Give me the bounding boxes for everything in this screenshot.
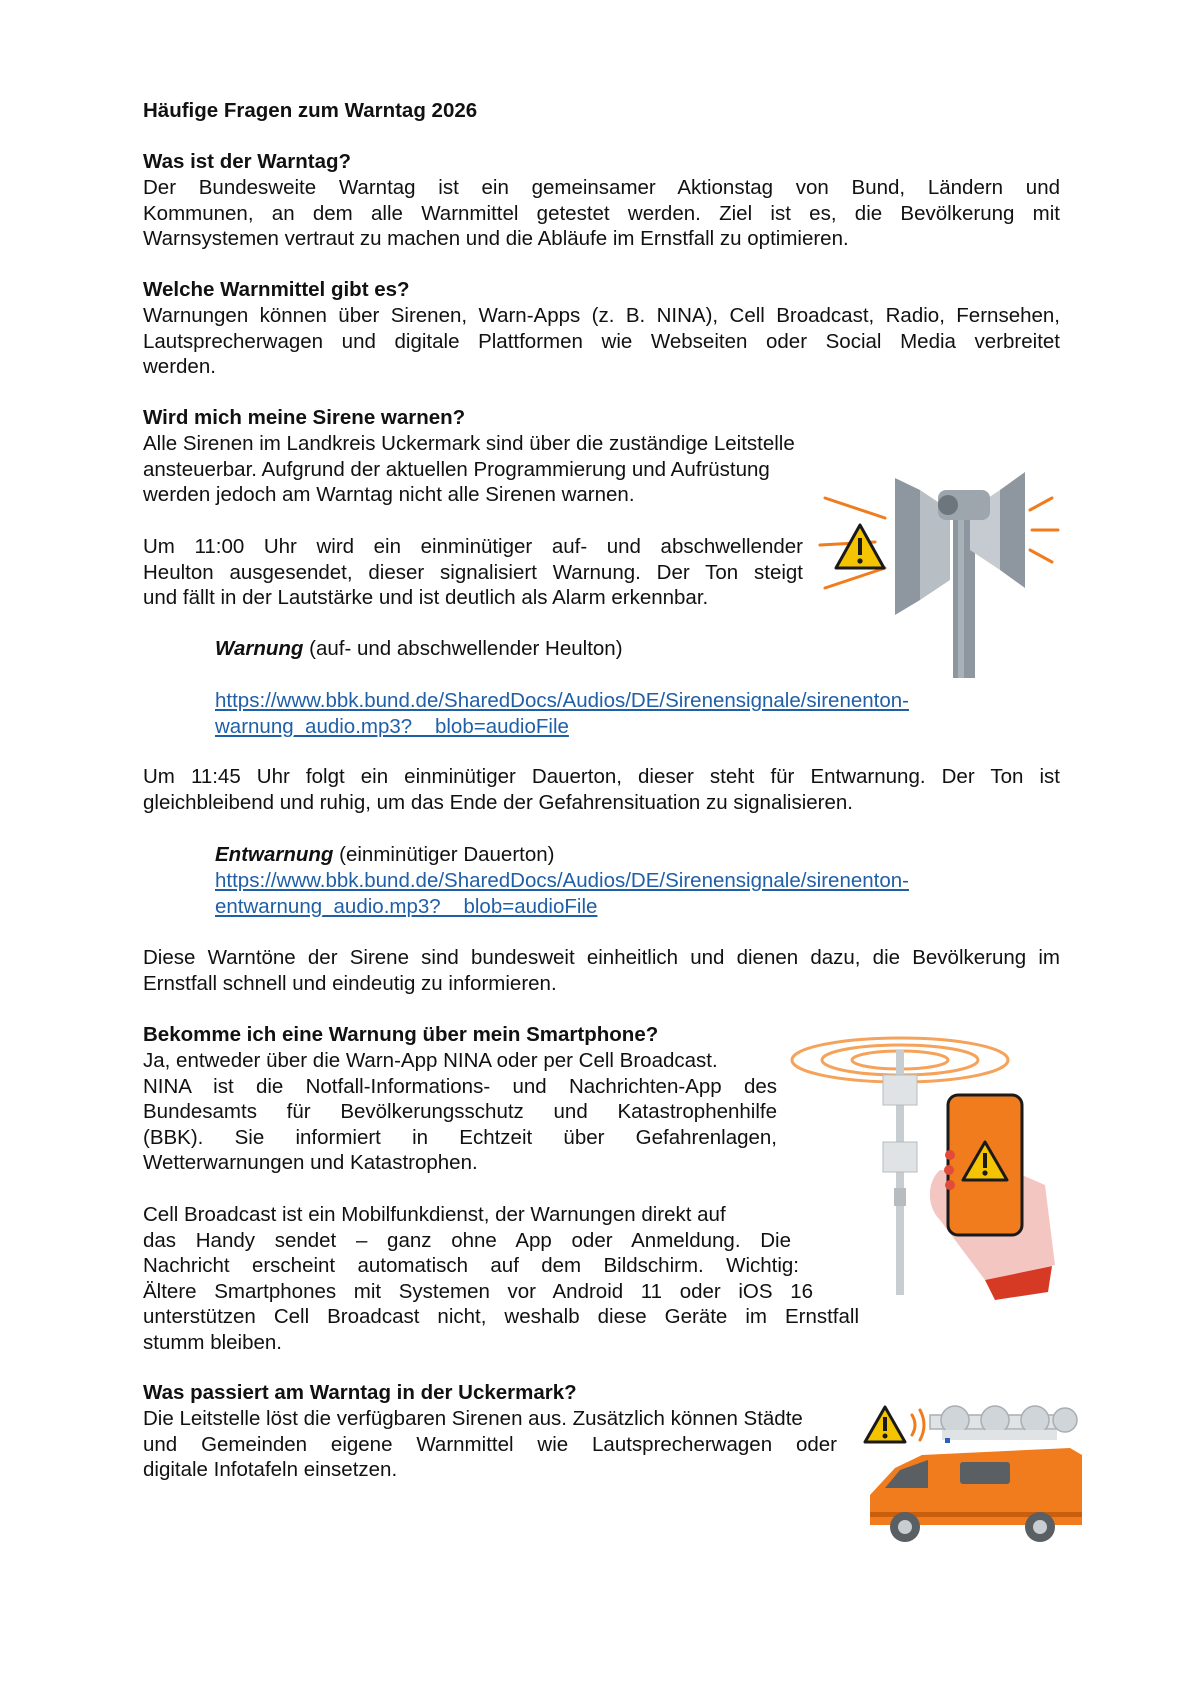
text-line: Lautsprecherwagen und digitale Plattformen wie Webseiten oder Social Media verbreitet	[143, 329, 1060, 353]
link-line[interactable]: entwarnung_audio.mp3?__blob=audioFile	[215, 894, 598, 918]
warning-icon	[836, 525, 884, 568]
heading-uckermark: Was passiert am Warntag in der Uckermark?	[143, 1381, 577, 1404]
text-line: Ältere Smartphones mit Systemen vor Android 11 oder iOS 16	[143, 1279, 813, 1303]
paragraph-warntag	[143, 175, 1060, 252]
text-line: Der Bundesweite Warntag ist ein gemeinsamer Aktionstag von Bund, Ländern und	[143, 176, 1060, 199]
text-line: Diese Warntöne der Sirene sind bundesweit einheitlich und dienen dazu, die Bevölkerung im	[143, 946, 1060, 969]
heading-sirene: Wird mich meine Sirene warnen?	[143, 406, 466, 429]
paragraph-smartphone-2	[143, 1202, 859, 1355]
text-line: Alle Sirenen im Landkreis Uckermark sind über die zuständige Leitstelle	[143, 432, 795, 455]
text-line: stumm bleiben.	[143, 1330, 283, 1354]
paragraph-warnmittel	[143, 303, 1060, 380]
sound-waves	[912, 1410, 924, 1440]
paragraph-sirene-4	[143, 945, 1060, 996]
warnung-description: (auf- und abschwellender Heulton)	[303, 637, 623, 660]
text-line: werden.	[143, 355, 216, 378]
paragraph-sirene-3	[143, 764, 1060, 815]
heading-warnmittel: Welche Warnmittel gibt es?	[143, 278, 410, 301]
entwarnung-audio-link[interactable]	[215, 868, 909, 919]
text-line: unterstützen Cell Broadcast nicht, weshalb diese Geräte im Ernstfall	[143, 1305, 859, 1328]
warnung-label-line	[215, 636, 623, 662]
link-line[interactable]: https://www.bbk.bund.de/SharedDocs/Audios/DE/Sirenensignale/sirenenton-	[215, 869, 909, 892]
text-line: Nachricht erscheint automatisch auf dem Bildschirm. Wichtig:	[143, 1254, 799, 1277]
text-line: Die Leitstelle löst die verfügbaren Sirenen aus. Zusätzlich können Städte	[143, 1407, 803, 1430]
text-line: (BBK). Sie informiert in Echtzeit über Gefahrenlagen,	[143, 1125, 777, 1149]
entwarnung-label-line	[215, 842, 554, 868]
text-line: und fällt in der Lautstärke und ist deutlich als Alarm erkennbar.	[143, 586, 709, 609]
heading-smartphone: Bekomme ich eine Warnung über mein Smartphone?	[143, 1023, 659, 1046]
text-line: gleichbleibend und ruhig, um das Ende der Gefahrensituation zu signalisieren.	[143, 790, 853, 814]
link-line[interactable]: https://www.bbk.bund.de/SharedDocs/Audios/DE/Sirenensignale/sirenenton-	[215, 689, 909, 712]
text-line: Bundesamts für Bevölkerungsschutz und Katastrophenhilfe	[143, 1100, 777, 1123]
entwarnung-description: (einminütiger Dauerton)	[333, 843, 555, 866]
text-line: ansteuerbar. Aufgrund der aktuellen Programmierung und Aufrüstung	[143, 457, 770, 481]
paragraph-uckermark	[143, 1406, 837, 1483]
text-line: digitale Infotafeln einsetzen.	[143, 1458, 398, 1481]
warnung-label: Warnung	[215, 637, 304, 660]
warning-icon	[865, 1407, 905, 1442]
text-line: Um 11:45 Uhr folgt ein einminütiger Dauerton, dieser steht für Entwarnung. Der Ton ist	[143, 765, 1060, 788]
loudspeaker-van-illustration	[860, 1400, 1090, 1550]
text-line: NINA ist die Notfall-Informations- und Nachrichten-App des	[143, 1074, 777, 1098]
text-line: Ernstfall schnell und eindeutig zu informieren.	[143, 971, 557, 995]
heading-warntag: Was ist der Warntag?	[143, 150, 352, 173]
warnung-audio-link[interactable]	[215, 688, 909, 739]
text-line: Warnungen können über Sirenen, Warn-Apps (z. B. NINA), Cell Broadcast, Radio, Fernsehen,	[143, 304, 1060, 327]
text-line: Heulton ausgesendet, dieser signalisiert Warnung. Der Ton steigt	[143, 560, 803, 584]
text-line: und Gemeinden eigene Warnmittel wie Lautsprecherwagen oder	[143, 1432, 837, 1456]
text-line: Ja, entweder über die Warn-App NINA oder per Cell Broadcast.	[143, 1049, 718, 1072]
text-line: Cell Broadcast ist ein Mobilfunkdienst, der Warnungen direkt auf	[143, 1203, 726, 1226]
loudspeakers	[930, 1406, 1077, 1434]
cell-broadcast-illustration	[790, 1030, 1050, 1300]
paragraph-sirene-2	[143, 534, 803, 611]
text-line: Wetterwarnungen und Katastrophen.	[143, 1151, 478, 1174]
text-line: Um 11:00 Uhr wird ein einminütiger auf- und abschwellender	[143, 535, 803, 558]
siren-illustration	[820, 470, 1060, 680]
text-line: werden jedoch am Warntag nicht alle Sirenen warnen.	[143, 483, 635, 506]
text-line: Warnsystemen vertraut zu machen und die Abläufe im Ernstfall zu optimieren.	[143, 227, 849, 250]
page-title: Häufige Fragen zum Warntag 2026	[143, 99, 478, 122]
paragraph-smartphone-1	[143, 1048, 777, 1176]
text-line: das Handy sendet – ganz ohne App oder Anmeldung. Die	[143, 1228, 791, 1252]
text-line: Kommunen, an dem alle Warnmittel getestet werden. Ziel ist es, die Bevölkerung mit	[143, 201, 1060, 225]
link-line[interactable]: warnung_audio.mp3?__blob=audioFile	[215, 714, 569, 738]
entwarnung-label: Entwarnung	[215, 843, 334, 866]
paragraph-sirene-1	[143, 431, 863, 508]
